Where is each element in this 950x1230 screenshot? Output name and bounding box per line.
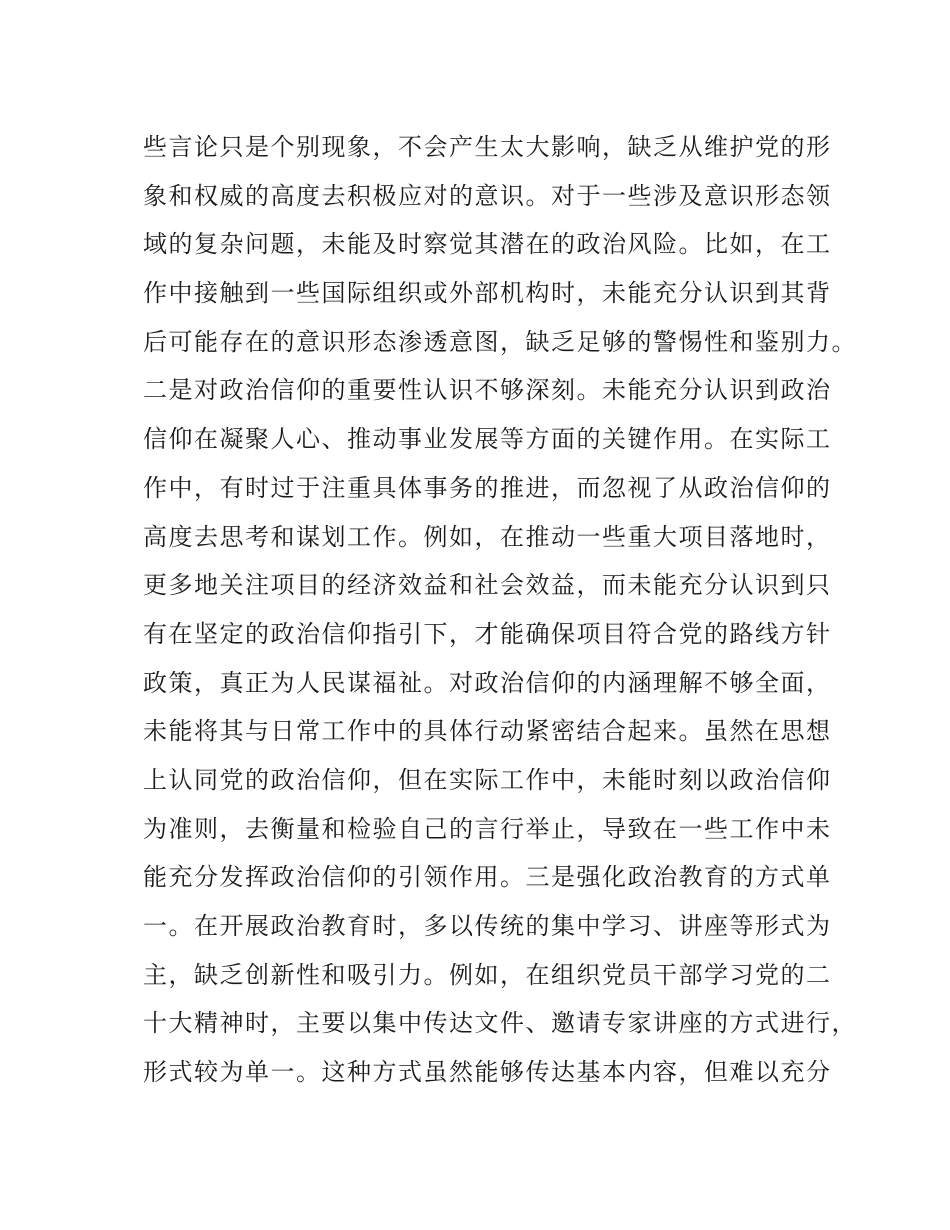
text-line-10: 更多地关注项目的经济效益和社会效益，而未能充分认识到只: [143, 571, 832, 600]
text-line-4: 作中接触到一些国际组织或外部机构时，未能充分认识到其背: [143, 279, 832, 308]
text-line-3: 域的复杂问题，未能及时察觉其潜在的政治风险。比如，在工: [143, 230, 832, 259]
text-line-18: 主，缺乏创新性和吸引力。例如，在组织党员干部学习党的二: [143, 960, 832, 989]
text-line-7: 信仰在凝聚人心、推动事业发展等方面的关键作用。在实际工: [143, 425, 832, 454]
text-line-1: 些言论只是个别现象，不会产生太大影响，缺乏从维护党的形: [143, 133, 832, 161]
text-line-16: 能充分发挥政治信仰的引领作用。三是强化政治教育的方式单: [143, 863, 832, 892]
body-text: [143, 123, 857, 1097]
text-line-20: 形式较为单一。这种方式虽然能够传达基本内容，但难以充分: [143, 1058, 832, 1087]
text-line-8: 作中，有时过于注重具体事务的推进，而忽视了从政治信仰的: [143, 473, 832, 502]
text-line-9: 高度去思考和谋划工作。例如，在推动一些重大项目落地时，: [143, 522, 832, 551]
text-line-11: 有在坚定的政治信仰指引下，才能确保项目符合党的路线方针: [143, 619, 832, 648]
text-line-5: 后可能存在的意识形态渗透意图，缺乏足够的警惕性和鉴别力。: [143, 327, 857, 356]
text-line-14: 上认同党的政治信仰，但在实际工作中，未能时刻以政治信仰: [143, 765, 832, 794]
text-line-12: 政策，真正为人民谋福祉。对政治信仰的内涵理解不够全面，: [143, 668, 832, 697]
text-line-15: 为准则，去衡量和检验自己的言行举止，导致在一些工作中未: [143, 814, 832, 843]
text-line-13: 未能将其与日常工作中的具体行动紧密结合起来。虽然在思想: [143, 717, 832, 746]
text-line-2: 象和权威的高度去积极应对的意识。对于一些涉及意识形态领: [143, 181, 832, 210]
text-line-6: 二是对政治信仰的重要性认识不够深刻。未能充分认识到政治: [143, 376, 832, 405]
text-line-17: 一。在开展政治教育时，多以传统的集中学习、讲座等形式为: [143, 912, 832, 940]
text-line-19: 十大精神时，主要以集中传达文件、邀请专家讲座的方式进行，: [143, 1009, 857, 1038]
